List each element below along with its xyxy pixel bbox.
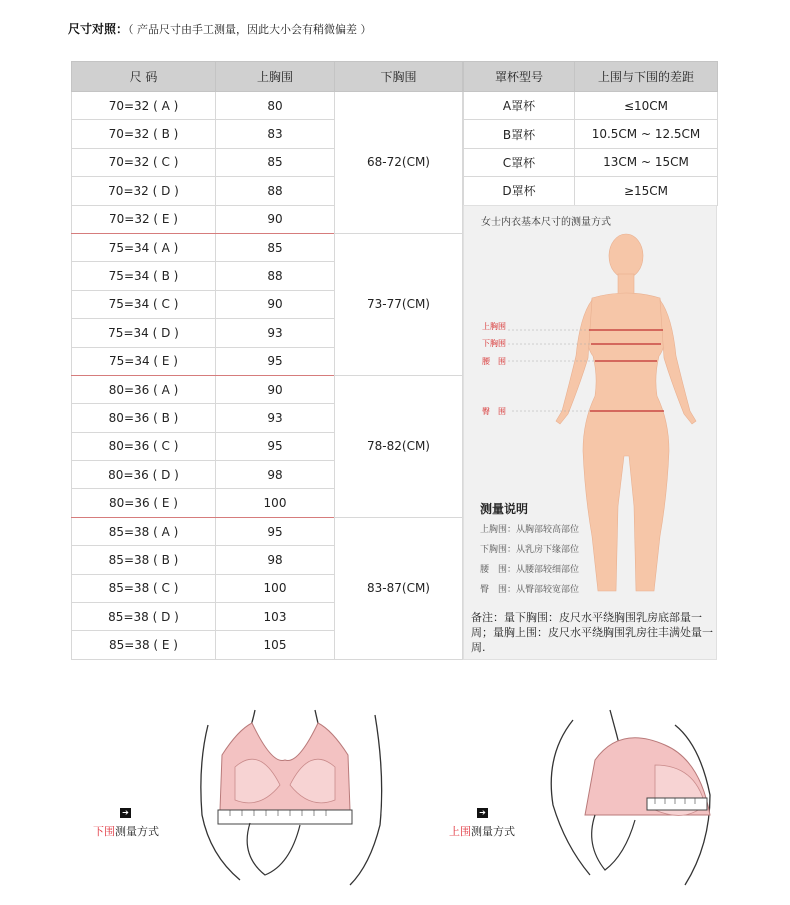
col-upper-header: 上胸围 <box>216 62 335 92</box>
size-table-body <box>72 92 463 660</box>
upper-bust-cell: 90 <box>216 375 335 403</box>
figure-left-arm <box>556 300 592 424</box>
page-header <box>68 20 372 37</box>
method-item: 上胸围：从胸部较高部位 <box>480 525 580 535</box>
cup-diff-cell: 10.5CM ~ 12.5CM <box>575 120 718 148</box>
upper-bust-cell: 95 <box>216 432 335 460</box>
tape-measure-left <box>218 810 352 824</box>
header-note: （ 产品尺寸由手工测量，因此大小会有稍微偏差 ） <box>128 23 372 36</box>
figure-title: 女士内衣基本尺寸的测量方式 <box>481 217 611 228</box>
upper-bust-cell: 90 <box>216 290 335 318</box>
arrow-right-icon: ➔ <box>120 808 131 818</box>
upper-bust-cell: 98 <box>216 546 335 574</box>
col-size-header: 尺 码 <box>72 62 216 92</box>
upper-bust-cell: 93 <box>216 404 335 432</box>
size-table <box>71 61 463 660</box>
size-cell: 75=34 ( A ) <box>72 233 216 261</box>
upper-bust-cell: 103 <box>216 603 335 631</box>
cup-cell: C罩杯 <box>464 148 575 176</box>
under-bust-caption <box>93 823 159 839</box>
upper-bust-cell: 85 <box>216 233 335 261</box>
arrow-right-icon: ➔ <box>477 808 488 818</box>
upper-bust-cell: 88 <box>216 177 335 205</box>
cup-table-body <box>464 92 718 206</box>
size-cell: 70=32 ( E ) <box>72 205 216 233</box>
method-title: 测量说明 <box>480 502 529 516</box>
upper-bust-caption <box>449 823 515 839</box>
cup-table-header <box>464 62 718 92</box>
col-cup-header: 罩杯型号 <box>464 62 575 92</box>
size-row <box>72 517 463 545</box>
figure-head <box>609 234 643 278</box>
size-cell: 80=36 ( E ) <box>72 489 216 517</box>
caption-highlight: 下围 <box>93 825 115 838</box>
size-cell: 80=36 ( C ) <box>72 432 216 460</box>
under-bust-illustration <box>180 705 390 890</box>
size-cell: 70=32 ( B ) <box>72 120 216 148</box>
col-diff-header: 上围与下围的差距 <box>575 62 718 92</box>
cup-cell: D罩杯 <box>464 177 575 205</box>
under-bust-cell: 78-82(CM) <box>335 375 463 517</box>
size-cell: 80=36 ( A ) <box>72 375 216 403</box>
tape-measure-right <box>647 798 707 810</box>
size-cell: 85=38 ( A ) <box>72 517 216 545</box>
upper-bust-cell: 100 <box>216 489 335 517</box>
upper-bust-cell: 80 <box>216 92 335 120</box>
label-upper-bust: 上胸围 <box>482 322 506 331</box>
cup-row <box>464 177 718 205</box>
size-row <box>72 233 463 261</box>
size-cell: 85=38 ( D ) <box>72 603 216 631</box>
under-bust-cell: 83-87(CM) <box>335 517 463 659</box>
upper-bust-cell: 95 <box>216 517 335 545</box>
caption-text: 测量方式 <box>115 825 159 838</box>
size-cell: 85=38 ( E ) <box>72 631 216 659</box>
cup-diff-cell: 13CM ~ 15CM <box>575 148 718 176</box>
method-item: 腰 围：从腰部较细部位 <box>480 565 580 575</box>
upper-bust-cell: 93 <box>216 319 335 347</box>
upper-bust-cell: 95 <box>216 347 335 375</box>
size-cell: 70=32 ( A ) <box>72 92 216 120</box>
upper-bust-illustration <box>525 705 725 890</box>
figure-torso <box>583 293 669 591</box>
size-cell: 70=32 ( C ) <box>72 148 216 176</box>
size-cell: 85=38 ( C ) <box>72 574 216 602</box>
cup-row <box>464 120 718 148</box>
cup-diff-cell: ≤10CM <box>575 92 718 120</box>
size-row <box>72 375 463 403</box>
label-waist: 腰 围 <box>482 357 506 366</box>
cup-cell: B罩杯 <box>464 120 575 148</box>
caption-highlight: 上围 <box>449 825 471 838</box>
cup-table <box>463 61 718 206</box>
under-bust-cell: 68-72(CM) <box>335 92 463 234</box>
method-item: 下胸围：从乳房下缘部位 <box>480 545 580 555</box>
upper-bust-cell: 98 <box>216 461 335 489</box>
under-bust-cell: 73-77(CM) <box>335 233 463 375</box>
size-cell: 70=32 ( D ) <box>72 177 216 205</box>
figure-note: 备注：量下胸围：皮尺水平绕胸围乳房底部量一周；量胸上围：皮尺水平绕胸围乳房往丰满处量一周. <box>471 611 713 654</box>
measurement-figure-panel <box>463 205 717 660</box>
label-under-bust: 下胸围 <box>482 339 506 348</box>
col-under-header: 下胸围 <box>335 62 463 92</box>
cup-cell: A罩杯 <box>464 92 575 120</box>
upper-bust-cell: 83 <box>216 120 335 148</box>
upper-bust-cell: 100 <box>216 574 335 602</box>
size-cell: 80=36 ( B ) <box>72 404 216 432</box>
size-cell: 80=36 ( D ) <box>72 461 216 489</box>
size-row <box>72 92 463 120</box>
upper-bust-cell: 88 <box>216 262 335 290</box>
method-item: 臀 围：从臀部较宽部位 <box>480 585 580 595</box>
upper-bust-cell: 105 <box>216 631 335 659</box>
figure-neck <box>618 274 634 294</box>
size-cell: 75=34 ( E ) <box>72 347 216 375</box>
cup-row <box>464 148 718 176</box>
size-table-header <box>72 62 463 92</box>
header-title: 尺寸对照： <box>68 22 129 36</box>
caption-text: 测量方式 <box>471 825 515 838</box>
upper-bust-cell: 85 <box>216 148 335 176</box>
size-cell: 75=34 ( B ) <box>72 262 216 290</box>
cup-diff-cell: ≥15CM <box>575 177 718 205</box>
upper-bust-cell: 90 <box>216 205 335 233</box>
cup-row <box>464 92 718 120</box>
size-cell: 75=34 ( D ) <box>72 319 216 347</box>
label-hip: 臀 围 <box>482 407 506 416</box>
size-cell: 85=38 ( B ) <box>72 546 216 574</box>
figure-right-arm <box>660 300 696 424</box>
size-cell: 75=34 ( C ) <box>72 290 216 318</box>
